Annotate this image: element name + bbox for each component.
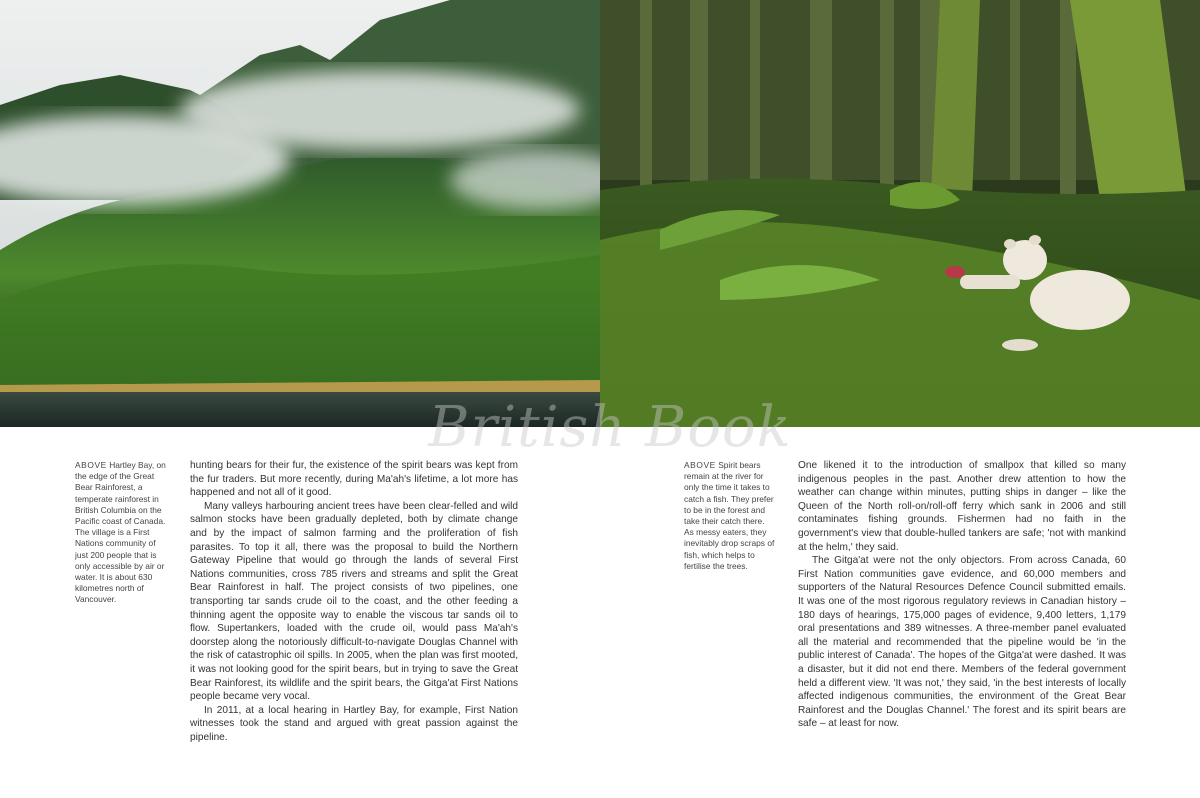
- photo-caption-right: [684, 460, 776, 572]
- landscape-photo: [0, 0, 600, 427]
- body-paragraph: The Gitga'at were not the only objectors. From across Canada, 60 First Nation communities gave evidence, and 60,000 members and supporters of the Natural Resources Defence Council submitted emails. It was one of the most rigorous regulatory reviews in Canadian history – 180 days of hearings, 175,000 pages of evidence, 9,400 letters, 1,179 oral presentations and 389 witnesses. A three-member panel evaluated all the material and recommended that the pipeline would be 'in the public interest of Canada'. The hopes of the Gitga'at were dashed. It was a disaster, but it did not end there. Members of the federal government held a different view. 'It was not,' they said, 'in the best interests of locally affected indigenous communities, the environment of the Great Bear Rainforest and the Douglas Channel.' The forest and its spirit bears are safe – at least for now.: [798, 555, 1126, 730]
- caption-label: ABOVE: [75, 460, 107, 470]
- watermark: British Book: [428, 395, 792, 460]
- body-paragraph: One likened it to the introduction of smallpox that killed so many indigenous peoples in the past. Another drew attention to how the weather can change within minutes, putting ships in danger – like the Queen of the North roll-on/roll-off ferry which sank in 2006 and still contaminates fishing grounds. Fishermen had no faith in the government's view that double-hulled tankers are safe; 'not with mankind at the helm,' they said.: [798, 460, 1126, 553]
- caption-text: Spirit bears remain at the river for only the time it takes to catch a fish. They prefer to be in the forest and take their catch there. As messy eaters, they inevitably drop scraps of fish, which helps to fertilise the trees.: [684, 460, 775, 571]
- caption-text: Hartley Bay, on the edge of the Great Bear Rainforest, a temperate rainforest in British Columbia on the Pacific coast of Canada. The village is a First Nations community of just 200 people that is only accessible by air or water. It is about 630 kilometres north of Vancouver.: [75, 460, 166, 605]
- forest-photo: [600, 0, 1200, 427]
- caption-label: ABOVE: [684, 460, 716, 470]
- body-column-left: [190, 459, 518, 744]
- body-column-right: [798, 459, 1126, 731]
- photo-caption-left: [75, 460, 168, 606]
- photo-hartley-bay: [0, 0, 600, 427]
- body-paragraph: In 2011, at a local hearing in Hartley Bay, for example, First Nation witnesses took the stand and argued with great passion against the pipeline.: [190, 704, 518, 743]
- photo-spirit-bear: [600, 0, 1200, 427]
- body-paragraph: hunting bears for their fur, the existence of the spirit bears was kept from the fur traders. But more recently, during Ma'ah's lifetime, a lot more has happened and not all of it good.: [190, 460, 518, 499]
- body-paragraph: Many valleys harbouring ancient trees have been clear-felled and wild salmon stocks have been gradually depleted, both by climate change and by the impact of salmon farming and the proliferation of fish parasites. To top it all, there was the proposal to build the Northern Gateway Pipeline that would go through the lands of several First Nations communities, cross 785 rivers and streams and split the Great Bear Rainforest in half. The project consists of two pipelines, one transporting tar sands crude oil to the coast, and the other feeding a thinning agent the opposite way to enable the viscous tar sands oil to flow. Supertankers, loaded with the crude oil, would pass Ma'ah's doorstep along the notoriously difficult-to-navigate Douglas Channel with the risk of catastrophic oil spills. In 2005, when the plan was first mooted, it was not looking good for the spirit bears, but in trying to save the Great Bear Rainforest, its wildlife and the spirit bears, the Gitga'at First Nations people became very vocal.: [190, 500, 518, 703]
